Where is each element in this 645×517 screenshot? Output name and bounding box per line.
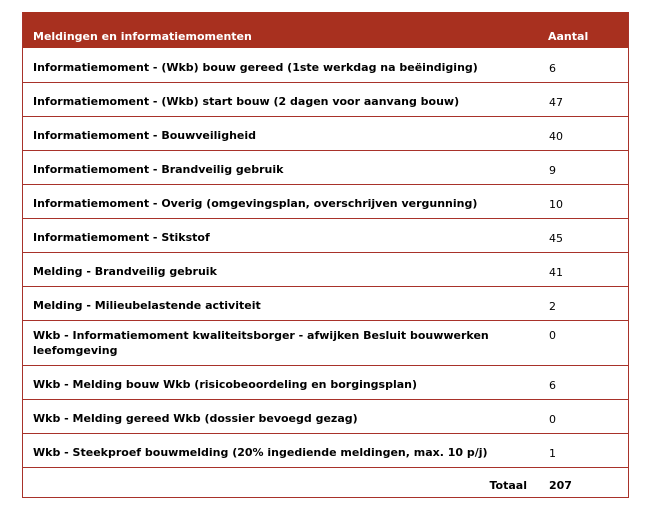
row-count: 10: [540, 184, 628, 218]
row-count: 45: [540, 218, 628, 252]
table-row: [23, 116, 628, 150]
row-count: 47: [540, 82, 628, 116]
row-label: Informatiemoment - Bouwveiligheid: [23, 116, 540, 150]
table-row: [23, 218, 628, 252]
notifications-table-container: [22, 12, 629, 498]
table-row: [23, 365, 628, 399]
row-label: Informatiemoment - (Wkb) start bouw (2 dagen voor aanvang bouw): [23, 82, 540, 116]
table-header-row: [23, 12, 628, 48]
row-count: 2: [540, 286, 628, 320]
total-count: 207: [540, 467, 628, 497]
notifications-table: [23, 12, 628, 498]
row-count: 0: [540, 320, 628, 365]
row-count: 6: [540, 365, 628, 399]
row-label: Informatiemoment - Overig (omgevingsplan, overschrijven vergunning): [23, 184, 540, 218]
table-row: [23, 399, 628, 433]
row-label: Informatiemoment - Stikstof: [23, 218, 540, 252]
row-count: 0: [540, 399, 628, 433]
row-label: Wkb - Steekproef bouwmelding (20% ingediende meldingen, max. 10 p/j): [23, 433, 540, 467]
row-count: 6: [540, 48, 628, 82]
row-label: Wkb - Melding gereed Wkb (dossier bevoegd gezag): [23, 399, 540, 433]
row-label: Wkb - Informatiemoment kwaliteitsborger - afwijken Besluit bouwwerken leefomgeving: [23, 320, 540, 365]
table-row: [23, 82, 628, 116]
header-label: Meldingen en informatiemomenten: [23, 12, 540, 48]
row-label: Wkb - Melding bouw Wkb (risicobeoordeling en borgingsplan): [23, 365, 540, 399]
table-row: [23, 150, 628, 184]
row-count: 9: [540, 150, 628, 184]
row-count: 41: [540, 252, 628, 286]
table-row: [23, 184, 628, 218]
table-row: [23, 48, 628, 82]
table-row: [23, 320, 628, 365]
header-count: Aantal: [540, 12, 628, 48]
row-label: Informatiemoment - Brandveilig gebruik: [23, 150, 540, 184]
total-row: [23, 467, 628, 497]
table-row: [23, 252, 628, 286]
table-row: [23, 433, 628, 467]
table-row: [23, 286, 628, 320]
row-count: 1: [540, 433, 628, 467]
row-label: Informatiemoment - (Wkb) bouw gereed (1ste werkdag na beëindiging): [23, 48, 540, 82]
row-count: 40: [540, 116, 628, 150]
total-label: Totaal: [23, 467, 540, 497]
row-label: Melding - Milieubelastende activiteit: [23, 286, 540, 320]
row-label: Melding - Brandveilig gebruik: [23, 252, 540, 286]
